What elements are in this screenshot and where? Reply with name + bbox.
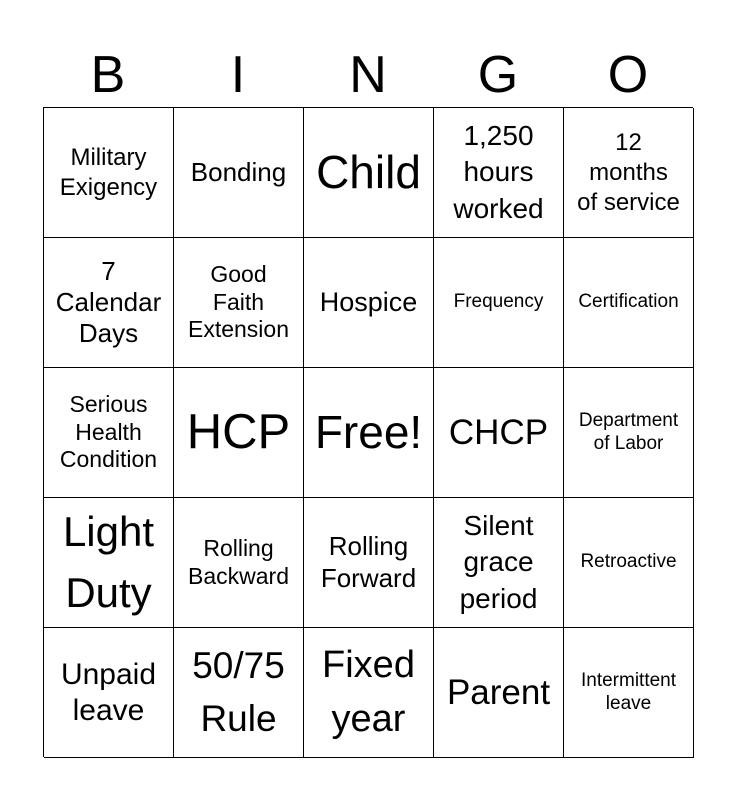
cell-text: Child <box>316 145 421 198</box>
bingo-cell[interactable] <box>564 368 694 498</box>
cell-text: Bonding <box>190 156 287 187</box>
cell-text: HCP <box>186 405 291 460</box>
cell-text: Good Faith Extension <box>187 261 289 343</box>
bingo-cell[interactable] <box>174 368 304 498</box>
bingo-grid <box>43 107 693 757</box>
header-letter-i: I <box>230 46 246 104</box>
bingo-cell[interactable] <box>434 498 564 628</box>
bingo-cell[interactable] <box>174 238 304 368</box>
header-letter-g: G <box>477 46 519 104</box>
header-letter-n: N <box>349 46 387 104</box>
cell-text: Military Exigency <box>59 143 158 201</box>
bingo-cell[interactable] <box>44 108 174 238</box>
bingo-cell[interactable] <box>434 238 564 368</box>
cell-text: Silent grace period <box>459 509 538 614</box>
cell-text: Fixed year <box>322 643 415 740</box>
bingo-header <box>43 43 693 107</box>
bingo-cell[interactable] <box>434 368 564 498</box>
bingo-card <box>43 0 693 757</box>
cell-text: CHCP <box>448 412 549 452</box>
bingo-cell[interactable] <box>564 108 694 238</box>
cell-text: Parent <box>446 672 551 712</box>
header-letter-o: O <box>607 46 649 104</box>
cell-text: Hospice <box>319 287 418 318</box>
bingo-cell[interactable] <box>44 238 174 368</box>
cell-text: 50/75 Rule <box>192 644 285 739</box>
bingo-cell[interactable] <box>564 628 694 758</box>
cell-text: 12 months of service <box>577 128 680 216</box>
header-letter-b: B <box>90 46 126 104</box>
bingo-cell[interactable] <box>44 368 174 498</box>
bingo-cell[interactable] <box>174 628 304 758</box>
cell-text: Retroactive <box>580 551 677 573</box>
bingo-cell[interactable] <box>44 628 174 758</box>
cell-text: Certification <box>578 291 679 313</box>
cell-text: Free! <box>314 405 423 458</box>
cell-text: Rolling Forward <box>320 531 417 593</box>
bingo-cell[interactable] <box>434 628 564 758</box>
cell-text: Unpaid leave <box>60 657 157 727</box>
cell-text: Department of Labor <box>578 409 679 454</box>
cell-text: 7 Calendar Days <box>55 255 162 349</box>
bingo-cell[interactable] <box>304 498 434 628</box>
bingo-cell[interactable] <box>304 628 434 758</box>
cell-text: Light Duty <box>62 507 155 616</box>
bingo-cell[interactable] <box>174 498 304 628</box>
cell-text: Frequency <box>453 291 544 313</box>
bingo-cell[interactable] <box>44 498 174 628</box>
bingo-cell[interactable] <box>304 238 434 368</box>
cell-text: Rolling Backward <box>188 534 289 589</box>
bingo-cell[interactable] <box>304 368 434 498</box>
cell-text: Intermittent leave <box>580 669 677 714</box>
cell-text: Serious Health Condition <box>59 391 158 473</box>
bingo-cell[interactable] <box>564 498 694 628</box>
bingo-cell[interactable] <box>434 108 564 238</box>
bingo-cell[interactable] <box>564 238 694 368</box>
bingo-cell[interactable] <box>174 108 304 238</box>
bingo-cell[interactable] <box>304 108 434 238</box>
cell-text: 1,250 hours worked <box>453 119 544 224</box>
